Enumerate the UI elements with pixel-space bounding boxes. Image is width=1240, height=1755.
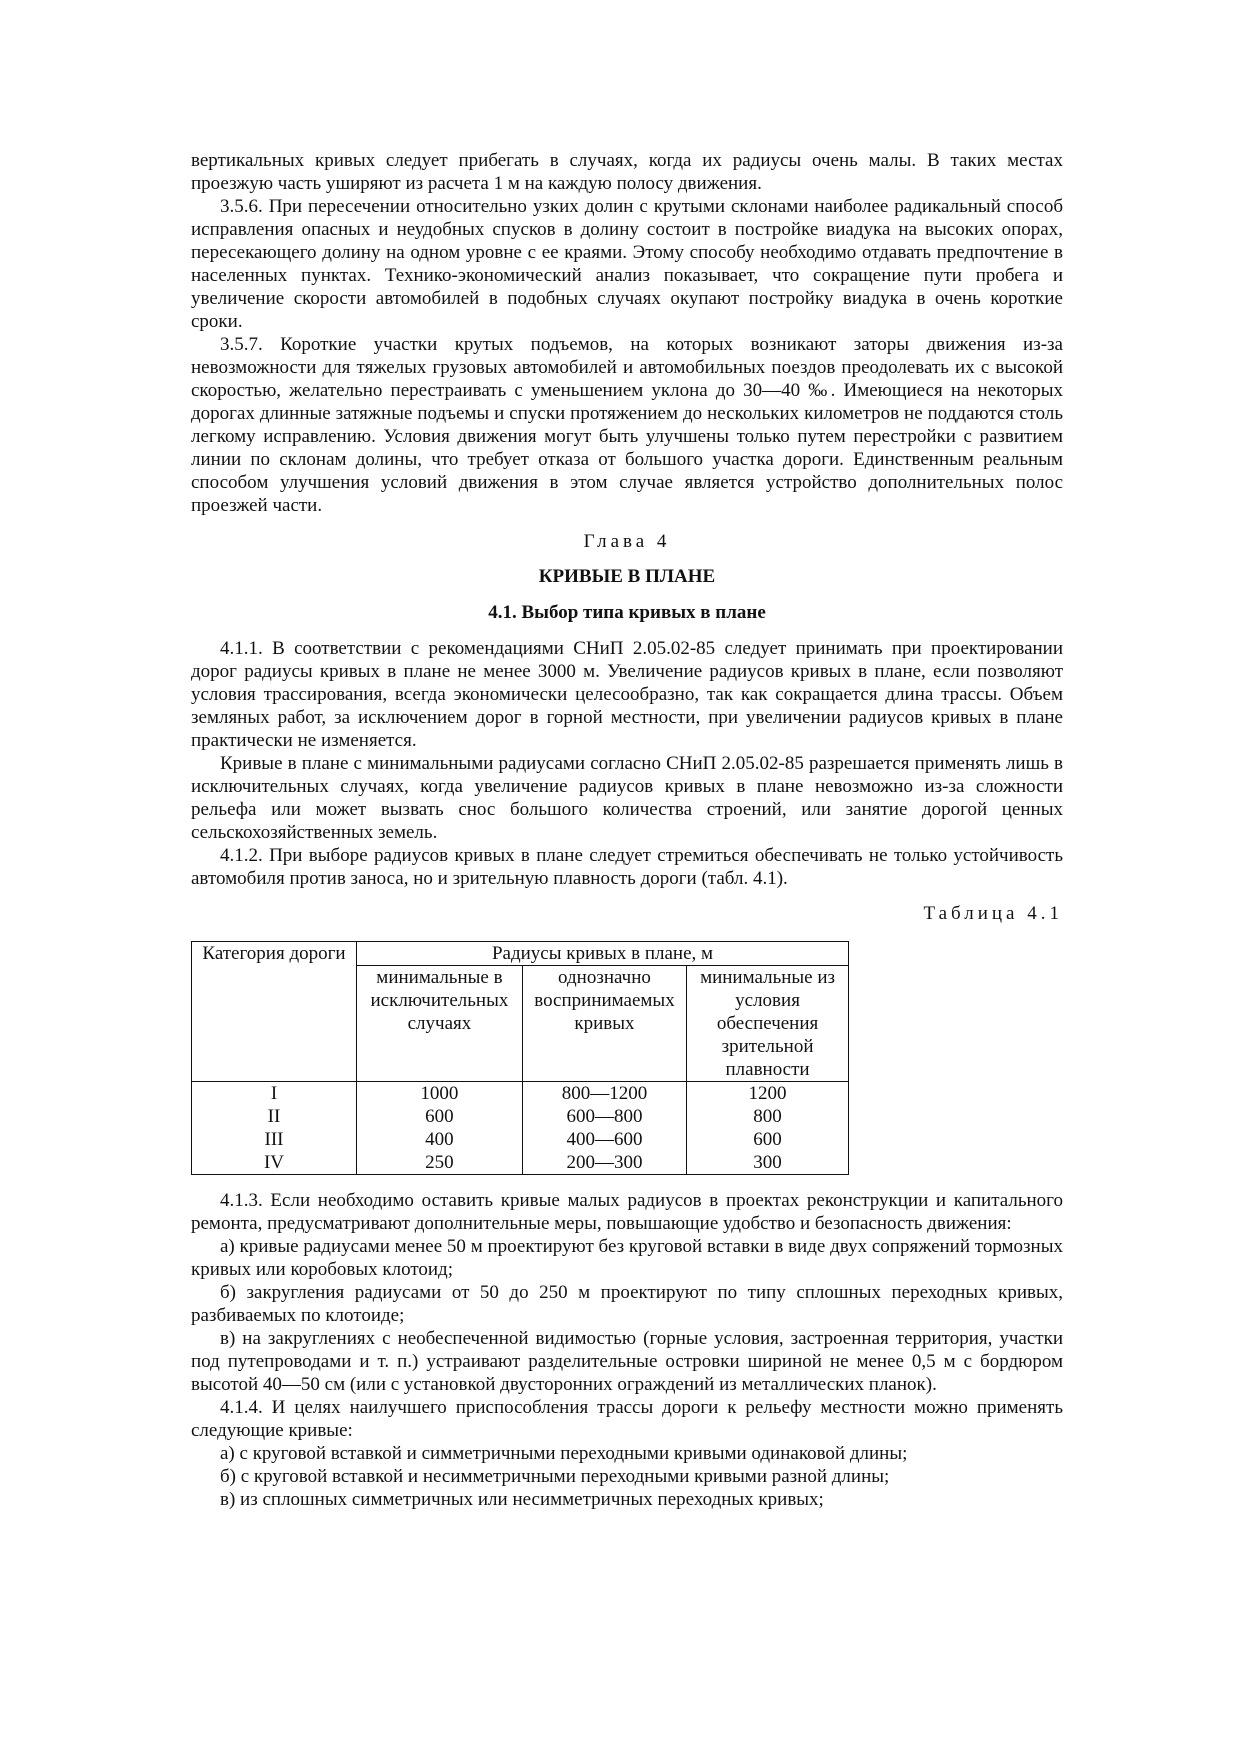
cell-min-exceptional: 1000 <box>357 1082 523 1106</box>
cell-unambiguous: 600—800 <box>522 1105 686 1128</box>
cell-category: II <box>192 1105 357 1128</box>
cell-category: III <box>192 1128 357 1151</box>
paragraph-4-1-4: 4.1.4. И целях наилучшего приспособления трассы дороги к рельефу местности можно применять следующие кривые: <box>191 1397 1063 1441</box>
list-item-b: б) закругления радиусами от 50 до 250 м проектируют по типу сплошных переходных кривых, разбиваемых по клотоиде; <box>191 1282 1063 1326</box>
document-page <box>191 149 1063 1511</box>
list-item-v: в) на закруглениях с необеспеченной видимостью (горные условия, застроенная территория, участки под путепроводами и т. п.) устраивают разделительные островки шириной не менее 0,5 м с бордюром высотой 40—50 см (или с установкой двусторонних ограждений из металлических планок). <box>191 1328 1063 1395</box>
cell-unambiguous: 200—300 <box>522 1151 686 1175</box>
paragraph-continuation: вертикальных кривых следует прибегать в случаях, когда их радиусы очень малы. В таких местах проезжую часть уширяют из расчета 1 м на каждую полосу движения. <box>191 150 1063 194</box>
list-item-v: в) из сплошных симметричных или несимметричных переходных кривых; <box>220 1489 824 1510</box>
cell-min-visual: 800 <box>687 1105 849 1128</box>
cell-unambiguous: 400—600 <box>522 1128 686 1151</box>
cell-min-visual: 1200 <box>687 1082 849 1106</box>
chapter-label: Глава 4 <box>583 531 671 552</box>
paragraph-3-5-7: 3.5.7. Короткие участки крутых подъемов, на которых возникают заторы движения из-за невозможности для тяжелых грузовых автомобилей и автомобильных поездов преодолевать их с высокой скоростью, желательно перестраивать с уменьшением уклона до 30—40 ‰. Имеющиеся на некоторых дорогах длинные затяжные подъемы и спуски протяжением до нескольких километров не поддаются столь легкому исправлению. Условия движения могут быть улучшены только путем перестройки с развитием линии по склонам долины, что требует отказа от большого участка дороги. Единственным реальным способом улучшения условий движения в этом случае является устройство дополнительных полос проезжей части. <box>191 334 1063 516</box>
list-item-b: б) с круговой вставкой и несимметричными переходными кривыми разной длины; <box>220 1466 890 1487</box>
cell-min-exceptional: 600 <box>357 1105 523 1128</box>
table-row <box>192 1128 849 1151</box>
paragraph-4-1-1: 4.1.1. В соответствии с рекомендациями СНиП 2.05.02-85 следует принимать при проектировании дорог радиусы кривых в плане не менее 3000 м. Увеличение радиусов кривых в плане, если позволяют условия трассирования, всегда экономически целесообразно, так как сокращается длина трассы. Объем земляных работ, за исключением дорог в горной местности, при увеличении радиусов кривых в плане практически не изменяется. <box>191 638 1063 751</box>
list-item-a: а) кривые радиусами менее 50 м проектируют без круговой вставки в виде двух сопряжений тормозных кривых или коробовых клотоид; <box>191 1236 1063 1280</box>
subheader-unambiguous: однозначно воспринимаемых кривых <box>522 966 686 1082</box>
table-row <box>192 1082 849 1106</box>
cell-category: IV <box>192 1151 357 1175</box>
cell-min-visual: 300 <box>687 1151 849 1175</box>
paragraph-3-5-6: 3.5.6. При пересечении относительно узких долин с крутыми склонами наиболее радикальный способ исправления опасных и неудобных спусков в долину состоит в постройке виадука на высоких опорах, пересекающего долину на одном уровне с ее краями. Этому способу необходимо отдавать предпочтение в населенных пунктах. Технико-экономический анализ показывает, что сокращение пути пробега и увеличение скорости автомобилей в подобных случаях окупают постройку виадука в очень короткие сроки. <box>191 196 1063 332</box>
cell-category: I <box>192 1082 357 1106</box>
cell-min-exceptional: 250 <box>357 1151 523 1175</box>
cell-min-exceptional: 400 <box>357 1128 523 1151</box>
header-category: Категория дороги <box>192 942 357 1082</box>
table-row <box>192 1105 849 1128</box>
table-header-row <box>192 942 849 966</box>
paragraph-min-radii: Кривые в плане с минимальными радиусами согласно СНиП 2.05.02-85 разрешается применять лишь в исключительных случаях, когда увеличение радиусов кривых в плане невозможно из-за сложности рельефа или может вызвать снос большого количества строений, или занятие дорогой ценных сельскохозяйственных земель. <box>191 753 1063 843</box>
subheader-min-exceptional: минимальные в исключительных случаях <box>357 966 523 1082</box>
subheader-min-visual: минимальные из условия обеспечения зрительной плавности <box>687 966 849 1082</box>
header-radii-group: Радиусы кривых в плане, м <box>357 942 849 966</box>
table-row <box>192 1151 849 1175</box>
paragraph-4-1-2: 4.1.2. При выборе радиусов кривых в плане следует стремиться обеспечивать не только устойчивость автомобиля против заноса, но и зрительную плавность дороги (табл. 4.1). <box>191 845 1063 889</box>
cell-unambiguous: 800—1200 <box>522 1082 686 1106</box>
paragraph-4-1-3: 4.1.3. Если необходимо оставить кривые малых радиусов в проектах реконструкции и капитального ремонта, предусматривают дополнительные меры, повышающие удобство и безопасность движения: <box>191 1190 1063 1234</box>
radii-table <box>191 941 849 1175</box>
list-item-a: а) с круговой вставкой и симметричными переходными кривыми одинаковой длины; <box>220 1443 908 1464</box>
chapter-title: КРИВЫЕ В ПЛАНЕ <box>538 566 716 587</box>
section-title: 4.1. Выбор типа кривых в плане <box>488 602 766 623</box>
table-caption: Таблица 4.1 <box>923 903 1063 924</box>
cell-min-visual: 600 <box>687 1128 849 1151</box>
